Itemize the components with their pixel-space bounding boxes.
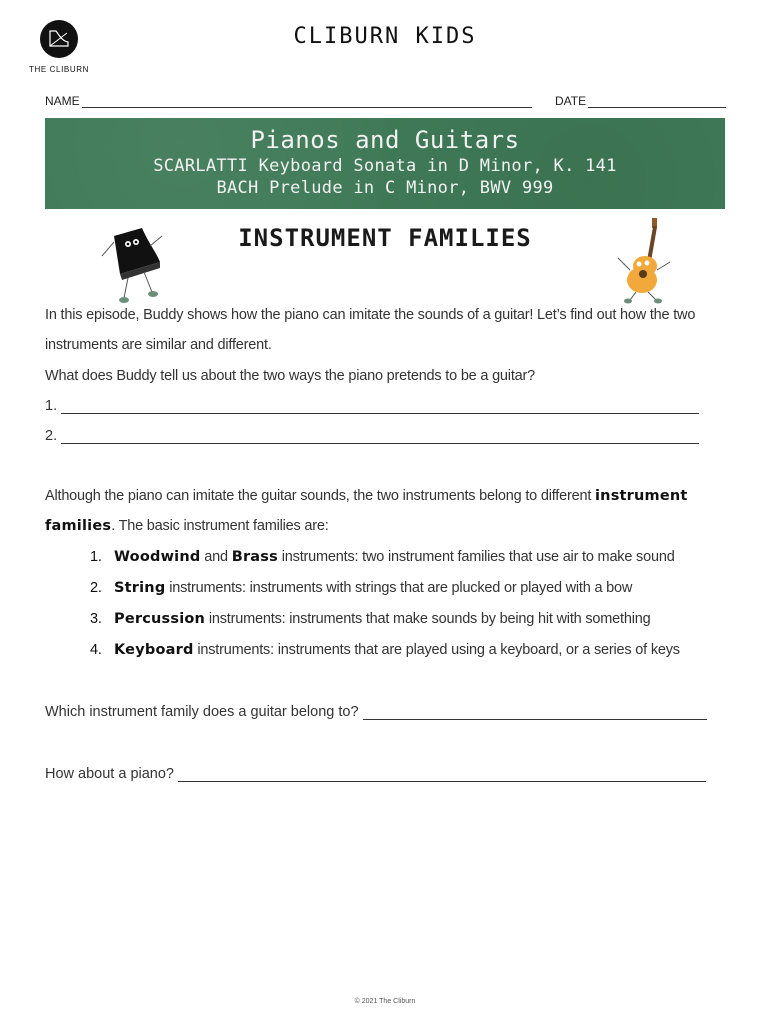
term-families: families (45, 518, 112, 534)
date-label: DATE (555, 94, 587, 108)
term-instrument: instrument (595, 488, 688, 504)
section-title: INSTRUMENT FAMILIES (238, 224, 532, 252)
intro-line-2: instruments are similar and different. (45, 337, 272, 353)
family-item-keyboard (90, 642, 680, 658)
term-woodwind: Woodwind (114, 549, 201, 565)
families-intro-end: . The basic instrument families are: (111, 518, 329, 534)
list-number: 3. (90, 611, 102, 627)
date-field[interactable] (555, 94, 726, 108)
question-guitar-line[interactable] (363, 706, 707, 720)
conjunction: and (200, 549, 232, 565)
question-buddy: What does Buddy tell us about the two ways the piano pretends to be a guitar? (45, 368, 536, 384)
answer-2-number: 2. (45, 428, 58, 444)
piece-scarlatti: SCARLATTI Keyboard Sonata in D Minor, K. 141 (153, 156, 617, 176)
families-intro-line-1 (45, 488, 688, 504)
guitar-character-icon (612, 214, 678, 309)
family-description: instruments: instruments that make sounds by being hit with something (205, 611, 651, 627)
term-string: String (114, 580, 166, 596)
term-percussion: Percussion (114, 611, 206, 627)
family-item-percussion (90, 611, 650, 627)
family-description: instruments: two instrument families that use air to make sound (277, 549, 675, 565)
question-piano-line[interactable] (178, 768, 706, 782)
term-keyboard: Keyboard (114, 642, 194, 658)
answer-1[interactable] (45, 398, 699, 414)
answer-1-line[interactable] (61, 400, 699, 414)
page-title: CLIBURN KIDS (293, 24, 477, 49)
question-guitar-text: Which instrument family does a guitar belong to? (45, 704, 359, 720)
intro-line-1: In this episode, Buddy shows how the piano can imitate the sounds of a guitar! Let’s find out how the two (45, 307, 696, 323)
footer-copyright: © 2021 The Cliburn (354, 998, 416, 1005)
question-piano-text: How about a piano? (45, 766, 174, 782)
family-item-string (90, 580, 632, 596)
name-field[interactable] (45, 94, 532, 108)
name-line[interactable] (82, 96, 532, 108)
answer-2-line[interactable] (61, 430, 699, 444)
piece-bach: BACH Prelude in C Minor, BWV 999 (216, 178, 554, 198)
chalkboard-banner (45, 118, 725, 209)
families-intro-line-2 (45, 518, 329, 534)
list-number: 4. (90, 642, 102, 658)
logo-text: THE CLIBURN (29, 65, 89, 74)
family-description: instruments: instruments with strings that are plucked or played with a bow (165, 580, 633, 596)
question-piano[interactable] (45, 766, 706, 782)
family-item-woodwind-brass (90, 549, 675, 565)
date-line[interactable] (588, 96, 726, 108)
question-guitar[interactable] (45, 704, 707, 720)
term-brass: Brass (231, 549, 278, 565)
answer-1-number: 1. (45, 398, 58, 414)
list-number: 1. (90, 549, 102, 565)
family-description: instruments: instruments that are played using a keyboard, or a series of keys (193, 642, 680, 658)
name-label: NAME (45, 94, 80, 108)
families-intro-text: Although the piano can imitate the guitar sounds, the two instruments belong to different (45, 488, 596, 504)
episode-title: Pianos and Guitars (250, 126, 520, 154)
list-number: 2. (90, 580, 102, 596)
answer-2[interactable] (45, 428, 699, 444)
